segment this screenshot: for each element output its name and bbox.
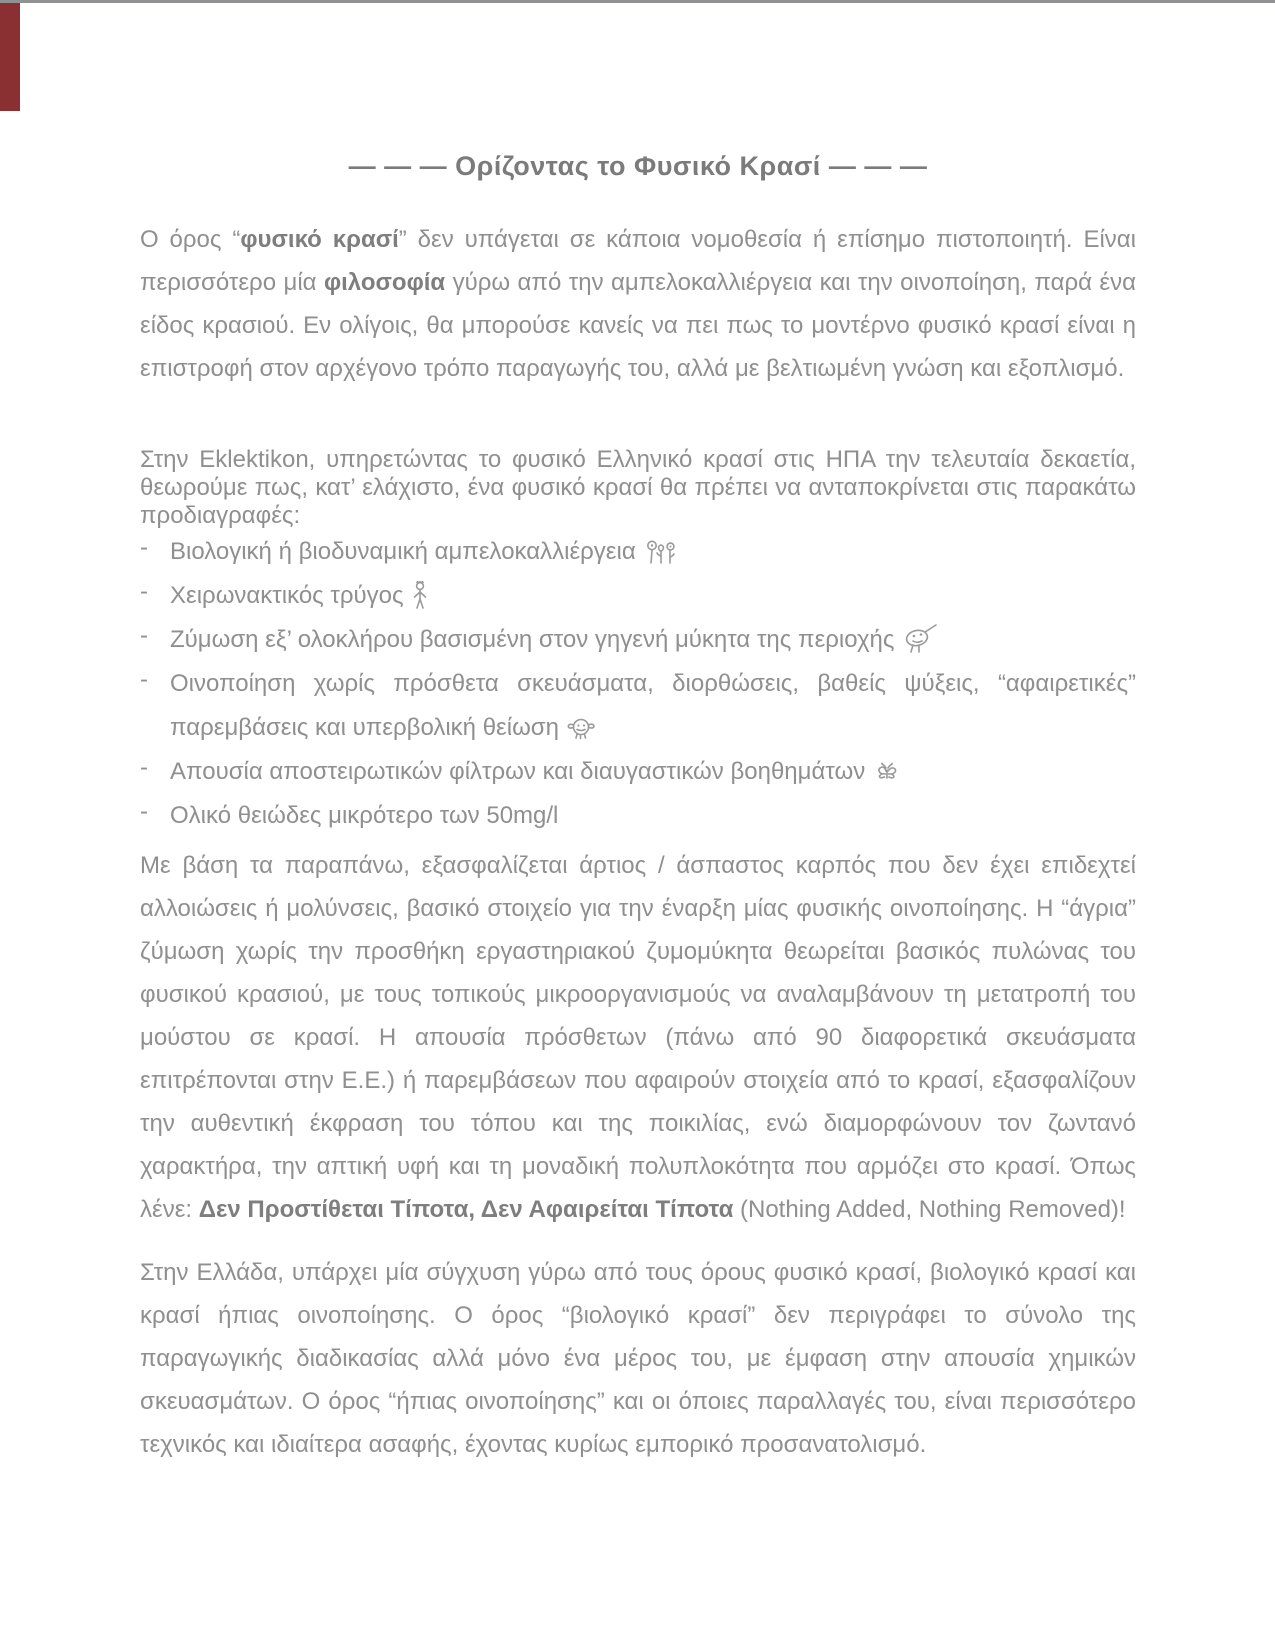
bullet-dash: -: [140, 666, 148, 693]
fly-icon: [567, 715, 597, 741]
intro-text: Ο όρος “: [140, 226, 241, 253]
greece-terms-paragraph: Στην Ελλάδα, υπάρχει μία σύγχυση γύρω από τους όρους φυσικό κρασί, βιολογικό κρασί και κρασί ήπιας οινοποίησης. Ο όρος “βιολογικό κρασί” δεν περιγράφει το σύνολο της παραγωγικής διαδικασίας αλλά μόνο ένα μέρος του, με έμφαση στην απουσία χημικών σκευασμάτων. Ο όρος “ήπιας οινοποίησης” και οι όποιες παραλλαγές του, είναι περισσότερο τεχνικός και ιδιαίτερα ασαφής, έχοντας κυρίως εμπορικό προσανατολισμό.: [140, 1259, 1136, 1458]
bold-nothing-added-removed: Δεν Προστίθεται Τίποτα, Δεν Αφαιρείται Τίποτα: [198, 1196, 734, 1223]
bold-natural-wine: φυσικό κρασί: [240, 226, 399, 253]
list-item: [140, 530, 1136, 574]
body-paragraph: [140, 844, 1136, 1231]
list-item-label: Οινοποίηση χωρίς πρόσθετα σκευάσματα, διορθώσεις, βαθείς ψύξεις, “αφαιρετικές” παρεμβάσεις και υπερβολική θείωση: [170, 670, 1136, 741]
yeast-microbe-icon: [902, 623, 938, 653]
list-item-label: Χειρωνακτικός τρύγος: [170, 582, 404, 609]
butterfly-icon: [873, 759, 901, 785]
body-text: Με βάση τα παραπάνω, εξασφαλίζεται άρτιος / άσπαστος καρπός που δεν έχει επιδεχτεί αλλοιώσεις ή μολύνσεις, βασικό στοιχείο για την έναρξη μίας φυσικής οινοποίησης. Η “άγρια” ζύμωση χωρίς την προσθήκη εργαστηριακού ζυμομύκητα θεωρείται βασικός πυλώνας του φυσικού κρασιού, με τους τοπικούς μικροοργανισμούς να αναλαμβάνουν τη μετατροπή του μούστου σε κρασί. Η απουσία πρόσθετων (πάνω από 90 διαφορετικά σκευάσματα επιτρέπονται στην Ε.Ε.) ή παρεμβάσεων που αφαιρούν στοιχεία από το κρασί, εξασφαλίζουν την αυθεντική έκφραση του τόπου και της ποικιλίας, ενώ διαμορφώνουν τον ζωντανό χαρακτήρα, την απτική υφή και τη μοναδική πολυπλοκότητα που αρμόζει στο κρασί. Όπως λένε:: [140, 852, 1136, 1223]
document-content: [140, 0, 1136, 1466]
bullet-dash: -: [140, 534, 148, 561]
list-item-label: Ζύμωση εξ’ ολοκλήρου βασισμένη στον γηγενή μύκητα της περιοχής: [170, 626, 895, 653]
list-item-label: Βιολογική ή βιοδυναμική αμπελοκαλλιέργεια: [170, 538, 636, 565]
bullet-dash: -: [140, 798, 148, 825]
intro-text: ” δεν υπάγεται σε κάποια νομοθεσία ή επίσημο πιστοποιητή. Είναι περισσότερο μία: [140, 226, 1136, 296]
intro-paragraph: [140, 218, 1136, 390]
bullet-dash: -: [140, 754, 148, 781]
list-item: [140, 574, 1136, 618]
list-item: [140, 618, 1136, 662]
eklektikon-paragraph: Στην Eklektikon, υπηρετώντας το φυσικό Ελληνικό κρασί στις ΗΠΑ την τελευταία δεκαετία, θεωρούμε πως, κατ’ ελάχιστο, ένα φυσικό κρασί θα πρέπει να ανταποκρίνεται στις παρακάτω προδιαγραφές:: [140, 446, 1136, 529]
flowers-icon: [644, 537, 678, 565]
list-item: [140, 794, 1136, 838]
intro-text: γύρω από την αμπελοκαλλιέργεια και την οινοποίηση, παρά ένα είδος κρασιού. Εν ολίγοις, θα μπορούσε κανείς να πει πως το μοντέρνο φυσικό κρασί είναι η επιστροφή στον αρχέγονο τρόπο παραγωγής του, αλλά με βελτιωμένη γνώση και εξοπλισμό.: [140, 269, 1136, 382]
page-title: — — — Ορίζοντας το Φυσικό Κρασί — — —: [348, 151, 928, 181]
harvester-person-icon: [412, 581, 428, 609]
red-accent-bar: [0, 3, 20, 111]
list-item: [140, 662, 1136, 750]
list-item: [140, 750, 1136, 794]
specifications-list: [140, 530, 1136, 838]
bullet-dash: -: [140, 578, 148, 605]
list-item-label: Απουσία αποστειρωτικών φίλτρων και διαυγαστικών βοηθημάτων: [170, 758, 866, 785]
body-text: (Nothing Added, Nothing Removed)!: [733, 1196, 1126, 1223]
list-item-label: Ολικό θειώδες μικρότερο των 50mg/l: [170, 802, 559, 829]
bold-philosophy: φιλοσοφία: [323, 269, 446, 296]
bullet-dash: -: [140, 622, 148, 649]
